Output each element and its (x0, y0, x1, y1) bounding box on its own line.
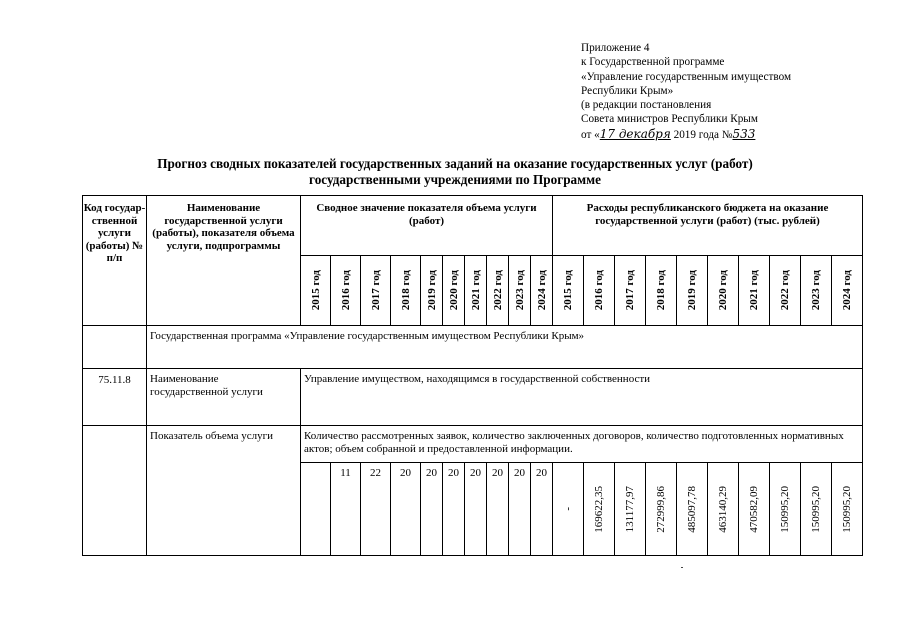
expense-value: 169622,35 (593, 485, 605, 533)
volume-value-cell: 20 (421, 463, 443, 556)
expense-value-cell (677, 463, 708, 556)
expense-value: 150995,20 (810, 485, 822, 533)
volume-value-cell: 20 (487, 463, 509, 556)
volume-value-cell: 20 (509, 463, 531, 556)
year-label: 2022 год (491, 270, 504, 311)
year-label: 2018 год (399, 270, 412, 311)
expense-value-cell (615, 463, 646, 556)
appendix-line-3: «Управление государственным имуществом (581, 70, 792, 83)
year-header-expense-6 (739, 256, 770, 326)
year-header-volume-4 (421, 256, 443, 326)
year-header-expense-1 (584, 256, 615, 326)
year-header-expense-7 (770, 256, 801, 326)
appendix-line-2: к Государственной программе (581, 56, 725, 69)
program-row: Государственная программа «Управление государственным имуществом Республики Крым» (147, 326, 863, 369)
expense-value-cell (832, 463, 863, 556)
year-label: 2015 год (309, 270, 322, 311)
year-header-volume-5 (443, 256, 465, 326)
year-header-volume-8 (509, 256, 531, 326)
year-header-volume-3 (391, 256, 421, 326)
expense-value: - (562, 507, 574, 511)
indicator-value: Количество рассмотренных заявок, количество заключенных договоров, количество подготовленных нормативных актов; объем собранной и предоставленной информации. (301, 426, 863, 463)
title-line-1: Прогноз сводных показателей государственных заданий на оказание государственных услуг (работ) (157, 156, 753, 171)
year-label: 2023 год (810, 270, 822, 311)
year-label: 2019 года № (673, 128, 733, 141)
year-label: 2017 год (369, 270, 382, 311)
expense-value-cell (646, 463, 677, 556)
year-header-volume-9 (531, 256, 553, 326)
document-title (60, 156, 850, 188)
year-header-expense-9 (832, 256, 863, 326)
service-value: Управление имуществом, находящимся в государственной собственности (301, 369, 863, 426)
year-label: 2016 год (339, 270, 352, 311)
expense-value-cell (708, 463, 739, 556)
appendix-line-1: Приложение 4 (581, 42, 650, 54)
appendix-line-6: Совета министров Республики Крым (581, 113, 758, 126)
forecast-table (82, 195, 863, 556)
year-header-volume-1 (331, 256, 361, 326)
year-label: 2023 год (513, 270, 526, 311)
expense-value-cell (739, 463, 770, 556)
program-row-empty (83, 326, 147, 369)
appendix-block (581, 41, 881, 142)
header-name: Наименование государственной услуги (работы), показателя объема услуги, подпрограммы (147, 196, 301, 326)
year-label: 2022 год (779, 270, 791, 311)
volume-value-cell: 20 (465, 463, 487, 556)
expense-value: 272999,86 (655, 485, 667, 533)
volume-value-cell: 20 (443, 463, 465, 556)
year-label: 2019 год (425, 270, 438, 311)
year-header-expense-3 (646, 256, 677, 326)
expense-value: 131177,97 (624, 485, 636, 533)
year-label: 2017 год (624, 270, 636, 311)
year-header-volume-2 (361, 256, 391, 326)
year-label: 2021 год (748, 270, 760, 311)
volume-value-cell: 22 (361, 463, 391, 556)
year-label: 2015 год (562, 270, 574, 311)
expense-value: 470582,09 (748, 485, 760, 533)
year-header-volume-0 (301, 256, 331, 326)
year-label: 2024 год (535, 270, 548, 311)
expense-value: 463140,29 (717, 485, 729, 533)
expense-value-cell (584, 463, 615, 556)
volume-value-cell: 20 (531, 463, 553, 556)
year-label: 2018 год (655, 270, 667, 311)
expense-value-cell (801, 463, 832, 556)
year-header-expense-5 (708, 256, 739, 326)
volume-value-cell: 11 (331, 463, 361, 556)
year-header-expense-2 (615, 256, 646, 326)
indicator-label: Показатель объема услуги (147, 426, 301, 556)
expense-value: 485097,78 (686, 485, 698, 533)
year-label: 2021 год (469, 270, 482, 311)
year-header-volume-7 (487, 256, 509, 326)
date-prefix: от « (581, 128, 600, 141)
expense-value: 150995,20 (841, 485, 853, 533)
year-header-expense-4 (677, 256, 708, 326)
appendix-line-4: Республики Крым» (581, 84, 674, 97)
year-label: 2020 год (717, 270, 729, 311)
year-label: 2019 год (686, 270, 698, 311)
stray-mark (681, 567, 683, 568)
year-label: 2020 год (447, 270, 460, 311)
header-code: Код государ-ственной услуги (работы) № п/п (83, 196, 147, 326)
expense-value-cell (553, 463, 584, 556)
indicator-code-empty (83, 426, 147, 556)
volume-value-cell (301, 463, 331, 556)
expense-value-cell (770, 463, 801, 556)
appendix-line-5: (в редакции постановления (581, 99, 712, 112)
header-expense-group: Расходы республиканского бюджета на оказание государственной услуги (работ) (тыс. рублей) (553, 196, 863, 256)
year-header-expense-0 (553, 256, 584, 326)
year-label: 2024 год (841, 270, 853, 311)
handwritten-number: 533 (732, 126, 756, 141)
year-label: 2016 год (593, 270, 605, 311)
handwritten-date: 17 декабря (599, 126, 671, 141)
title-line-2: государственными учреждениями по Программе (309, 172, 601, 187)
appendix-date-line (581, 127, 881, 142)
volume-value-cell: 20 (391, 463, 421, 556)
header-volume-group: Сводное значение показателя объема услуги (работ) (301, 196, 553, 256)
year-header-volume-6 (465, 256, 487, 326)
service-label: Наименование государственной услуги (147, 369, 301, 426)
service-code: 75.11.8 (83, 369, 147, 426)
year-header-expense-8 (801, 256, 832, 326)
expense-value: 150995,20 (779, 485, 791, 533)
